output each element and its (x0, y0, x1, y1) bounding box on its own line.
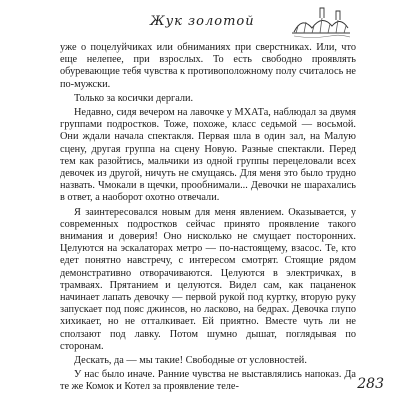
body-text (60, 42, 356, 396)
running-title: Жук золотой (150, 14, 255, 29)
paragraph-1: уже о поцелуйчиках или обниманиях при сверстниках. Или, что еще нелепее, при взрослых. То есть свободно проявлять обуревающие тебя чувства к противоположному полу считалось не по-мужски. (60, 42, 356, 90)
paragraph-6: У нас было иначе. Ранние чувства не выставлялись напоказ. Да те же Комок и Котел за проявление теле- (60, 369, 356, 393)
page-number: 283 (357, 376, 384, 392)
paragraph-3: Недавно, сидя вечером на лавочке у МХАТа, наблюдал за двумя группами подростков. Тоже, похоже, класс седьмой — восьмой. Они ждали начала спектакля. Первая шла в один зал, на Малую сцену, другая группа на сцену Новую. Разные спектакли. Перед тем как разойтись, мальчики из одной группы перецеловали всех девочек из другой, ничуть не смущаясь. Для меня это было трудно назвать. Чмокали в щечки, прообнимали... Девочки не шарахались в ответ, а наоборот охотно отвечали. (60, 107, 356, 204)
paragraph-4: Я заинтересовался новым для меня явлением. Оказывается, у современных подростков сейчас принято проявление такого внимания и доверия! Оно нисколько не смущает посторонних. Целуются на эскалаторах метро — по-настоящему, взасос. Те, кто едет понятно навстречу, с интересом смотрят. Стоящие рядом демонстративно отворачиваются. Целуются в электричках, в трамваях. Прятанием и целуются. Видел сам, как пацаненок начинает лапать девочку — первой рукой под куртку, вторую руку запускает под пояс джинсов, но ласково, на бедрах. Девочка глупо хихикает, но не отталкивает. Ей приятно. Вместе чуть ли не сползают под лавку. Потом шумно дышат, поглядывая по сторонам. (60, 206, 356, 352)
paragraph-2: Только за косички дергали. (74, 92, 194, 104)
bridge-sketch-icon (292, 6, 350, 40)
paragraph-5: Дескать, да — мы такие! Свободные от условностей. (74, 355, 307, 367)
